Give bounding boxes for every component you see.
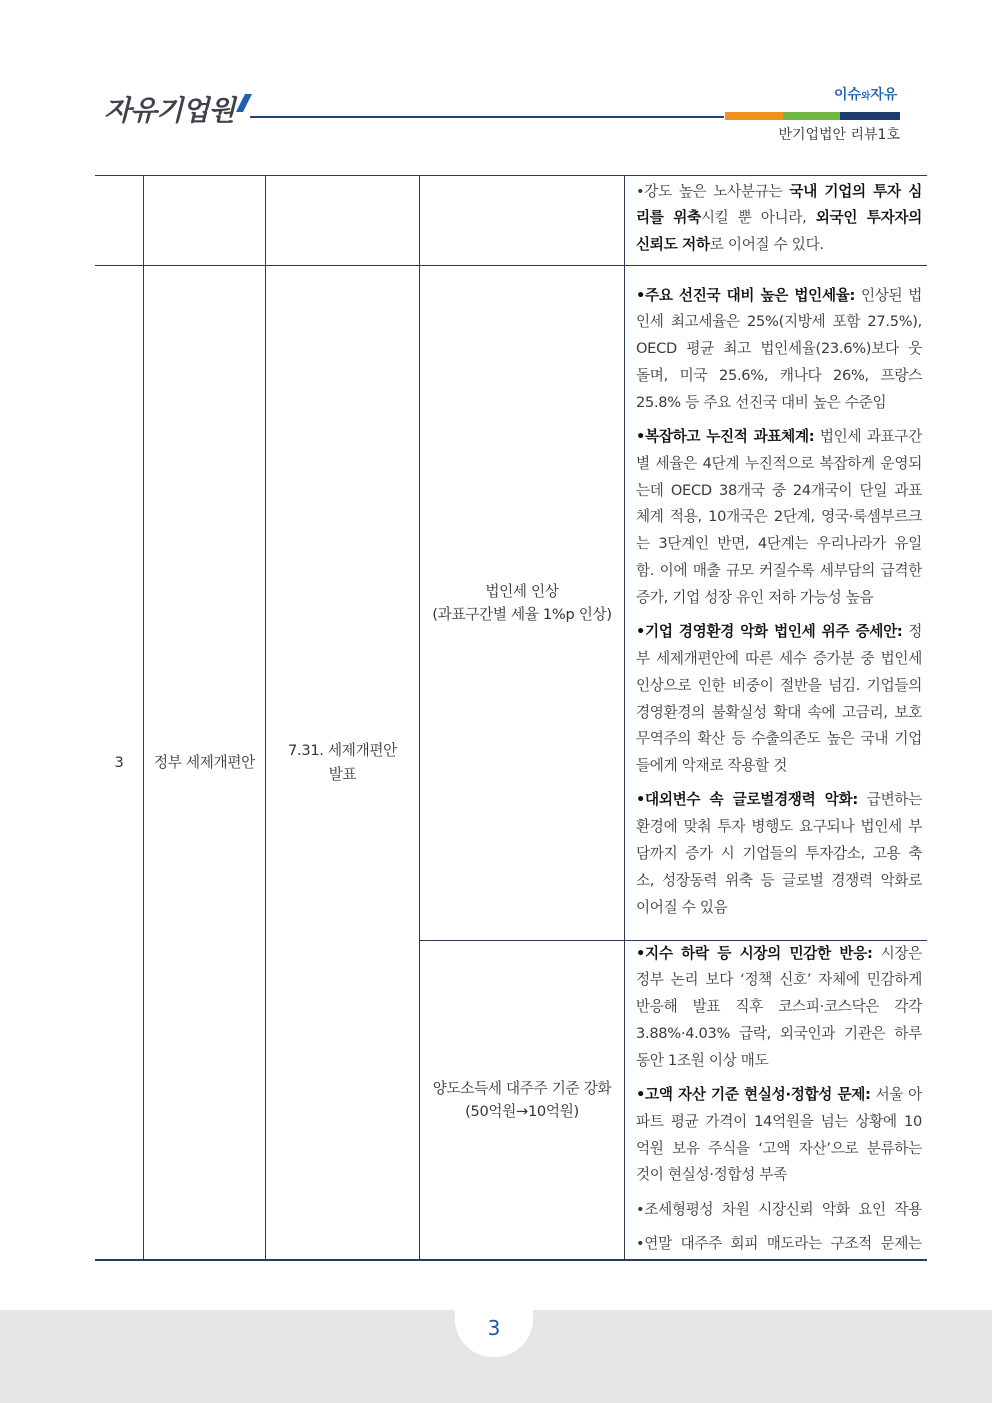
text-line xyxy=(636,787,922,814)
text-line xyxy=(636,726,922,753)
body-text: 25.8% 등 주요 선진국 대비 높은 수준임 xyxy=(636,393,887,411)
text-line xyxy=(636,390,922,417)
body-text: 부 세제개편안에 따른 세수 증가분 중 법인세 xyxy=(636,649,922,667)
text-line xyxy=(636,232,922,259)
body-text: 인상된 법 xyxy=(855,286,922,304)
logo-text: 자유기업원 xyxy=(104,94,235,127)
color-bar-navy xyxy=(840,112,900,120)
body-text: 돌며, 미국 25.6%, 캐나다 26%, 프랑스 xyxy=(636,366,922,384)
item-title-line: (과표구간별 세율 1%p 인상) xyxy=(432,606,612,623)
text-line xyxy=(636,205,922,232)
page-number: 3 xyxy=(487,1316,501,1340)
body-text: 동안 1조원 이상 매도 xyxy=(636,1051,769,1069)
text-line xyxy=(636,619,922,646)
body-text: 반응해 발표 직후 코스피·코스닥은 각각 xyxy=(636,998,922,1016)
item-title xyxy=(433,1077,612,1124)
emphasis-text: •주요 선진국 대비 높은 법인세율: xyxy=(636,286,856,304)
text-line xyxy=(636,941,922,968)
text-line xyxy=(636,336,922,363)
text-line xyxy=(636,179,922,206)
body-text: 시장은 xyxy=(872,944,923,962)
text-line xyxy=(636,451,922,478)
emphasis-text: •지수 하락 등 시장의 민감한 반응: xyxy=(636,944,873,962)
text-line xyxy=(636,1082,922,1109)
bullet-paragraph xyxy=(636,283,922,417)
series-title-part2: 자유 xyxy=(870,87,898,103)
body-text: 것이 현실성·정합성 부족 xyxy=(636,1166,787,1184)
item-details-cell xyxy=(636,283,922,929)
text-line xyxy=(636,1109,922,1136)
body-text: 정 xyxy=(902,623,922,641)
color-bar-green xyxy=(783,112,840,120)
emphasis-text: 국내 기업의 투자 심 xyxy=(789,182,922,200)
body-text: 소, 성장동력 위축 등 글로벌 경쟁력 악화로 xyxy=(636,871,922,889)
body-text: 환경에 맞춰 투자 병행도 요구되나 법인세 부 xyxy=(636,818,922,836)
body-text: 무역주의 확산 등 수출의존도 높은 국내 기업 xyxy=(636,730,922,748)
text-line xyxy=(636,994,922,1021)
bullet-paragraph xyxy=(636,1082,922,1189)
body-text: 경영환경의 불확실성 확대 속에 고금리, 보호 xyxy=(636,703,922,721)
body-text: 들에게 악재로 작용할 것 xyxy=(636,757,787,775)
item-title-line: 법인세 인상 xyxy=(485,582,559,600)
emphasis-text: 신뢰도 저하 xyxy=(636,236,710,254)
bullet-paragraph xyxy=(636,1231,922,1258)
text-line xyxy=(636,531,922,558)
bullet-paragraph xyxy=(636,424,922,612)
text-line xyxy=(636,868,922,895)
body-text: 시킬 뿐 아니라, xyxy=(700,209,816,227)
text-line xyxy=(636,478,922,505)
text-line xyxy=(636,363,922,390)
text-line xyxy=(636,1231,922,1258)
row-number: 3 xyxy=(114,753,124,771)
emphasis-text: 리를 위축 xyxy=(636,209,701,227)
text-line xyxy=(636,646,922,673)
continued-details-cell xyxy=(636,179,922,267)
bullet-paragraph xyxy=(636,1197,922,1224)
body-text: 는데 OECD 38개국 중 24개국이 단일 과표 xyxy=(636,481,922,499)
emphasis-text: •복잡하고 누진적 과표체계: xyxy=(636,428,815,446)
bullet-paragraph xyxy=(636,941,922,1075)
item-title-cell xyxy=(420,266,624,940)
body-text: 증가, 기업 성장 유인 저하 가능성 높음 xyxy=(636,588,874,606)
text-line xyxy=(636,673,922,700)
logo xyxy=(104,94,256,130)
category-label: 정부 세제개편안 xyxy=(154,753,255,771)
body-text: •강도 높은 노사분규는 xyxy=(636,182,790,200)
emphasis-text: •고액 자산 기준 현실성·정합성 문제: xyxy=(636,1086,871,1104)
header-rule xyxy=(250,116,724,118)
body-text: 이어질 수 있음 xyxy=(636,898,728,916)
text-line xyxy=(636,814,922,841)
body-text: 인상으로 인한 비중이 절반을 넘김. 기업들의 xyxy=(636,676,922,694)
series-title xyxy=(834,86,902,104)
text-line xyxy=(636,753,922,780)
category-cell xyxy=(144,266,265,1259)
event-cell xyxy=(266,266,419,1259)
body-text: 로 이어질 수 있다. xyxy=(709,236,824,254)
bullet-paragraph xyxy=(636,619,922,780)
body-text: 정부 논리 보다 ‘정책 신호’ 자체에 민감하게 xyxy=(636,971,922,989)
text-line xyxy=(636,1197,922,1224)
emphasis-text: •기업 경영환경 악화 법인세 위주 증세안: xyxy=(636,623,903,641)
text-line xyxy=(636,558,922,585)
body-text: 인세 최고세율은 25%(지방세 포함 27.5%), xyxy=(636,313,922,331)
event-text xyxy=(288,739,397,786)
body-text: 담까지 증가 시 기업들의 투자감소, 고용 축 xyxy=(636,845,922,863)
color-bar-orange xyxy=(725,112,783,120)
body-text: 억원 보유 주식을 ‘고액 자산’으로 분류하는 xyxy=(636,1139,922,1157)
text-line xyxy=(636,283,922,310)
text-line xyxy=(636,967,922,994)
bullet-paragraph xyxy=(636,787,922,921)
text-line xyxy=(636,895,922,922)
event-line: 발표 xyxy=(328,765,357,783)
bullet-paragraph xyxy=(636,179,922,259)
body-text: •연말 대주주 회피 매도라는 구조적 문제는 xyxy=(636,1235,922,1253)
body-text: 별 세율은 4단계 누진적으로 복잡하게 운영되 xyxy=(636,454,922,472)
text-line xyxy=(636,1136,922,1163)
text-line xyxy=(636,585,922,612)
row-number-cell xyxy=(95,266,143,1259)
body-text: 체계 적용, 10개국은 2단계, 영국·룩셈부르크 xyxy=(636,508,922,526)
text-line xyxy=(636,1021,922,1048)
emphasis-text: •대외변수 속 글로벌경쟁력 악화: xyxy=(636,791,858,809)
table-top-border xyxy=(95,175,927,176)
text-line xyxy=(636,1162,922,1189)
text-line xyxy=(636,309,922,336)
series-title-part1: 이슈 xyxy=(834,87,862,103)
series-title-connector: 와 xyxy=(861,91,871,102)
body-text: 서울 아 xyxy=(870,1086,922,1104)
body-text: •조세형평성 차원 시장신뢰 악화 요인 작용 xyxy=(636,1200,922,1218)
logo-accent-mark-icon xyxy=(236,94,252,112)
item-details-cell xyxy=(636,941,922,1266)
body-text: 법인세 과표구간 xyxy=(814,428,923,446)
issue-label: 반기업법안 리뷰1호 xyxy=(778,127,900,143)
item-title xyxy=(432,580,612,627)
body-text: OECD 평균 최고 법인세율(23.6%)보다 웃 xyxy=(636,340,922,358)
body-text: 급변하는 xyxy=(857,791,922,809)
event-line: 7.31. 세제개편안 xyxy=(288,742,397,759)
item-title-cell xyxy=(420,941,624,1259)
text-line xyxy=(636,424,922,451)
text-line xyxy=(636,700,922,727)
text-line xyxy=(636,504,922,531)
table-column-divider xyxy=(624,175,625,1260)
text-line xyxy=(636,841,922,868)
emphasis-text: 외국인 투자자의 xyxy=(815,209,922,227)
body-text: 함. 이에 매출 규모 커질수록 세부담의 급격한 xyxy=(636,562,922,580)
body-text: 는 3단계인 반면, 4단계는 우리나라가 유일 xyxy=(636,535,922,553)
item-title-line: 양도소득세 대주주 기준 강화 xyxy=(432,1079,612,1097)
body-text: 3.88%·4.03% 급락, 외국인과 기관은 하루 xyxy=(636,1024,922,1042)
item-title-line: (50억원→10억원) xyxy=(465,1103,579,1120)
text-line xyxy=(636,1048,922,1075)
body-text: 파트 평균 가격이 14억원을 넘는 상황에 10 xyxy=(636,1112,922,1130)
